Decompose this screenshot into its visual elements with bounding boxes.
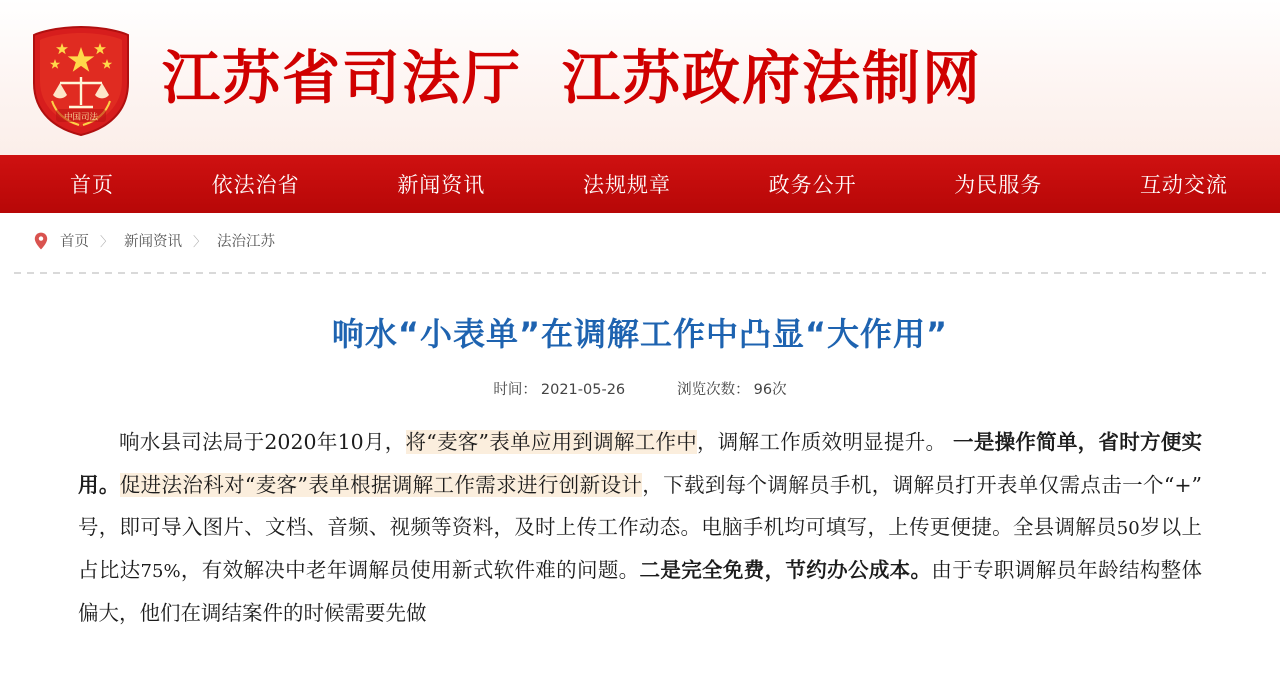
breadcrumb-item-news[interactable]: 新闻资讯 [124, 234, 183, 250]
breadcrumb-item-home[interactable]: 首页 [60, 234, 89, 250]
paragraph-segment-1: 响水县司法局于2020年10月， [119, 430, 406, 455]
article-date-value: 2021-05-26 [540, 382, 626, 399]
article-meta [78, 378, 1202, 399]
paragraph-bold-2: 二是完全免费，节约办公成本。 [639, 558, 932, 583]
nav-item-home[interactable]: 首页 [70, 173, 114, 197]
paragraph-segment-3: ，调解工作质效明显提升。 [697, 430, 954, 455]
site-title [162, 43, 983, 112]
paragraph-segment-8: 岁以上占比达 [78, 515, 1202, 583]
paragraph-bold-1: 一是操作简单，省时方便实用。 [78, 430, 1203, 497]
breadcrumb-item-current: 法治江苏 [217, 234, 276, 250]
nav-item-government-affairs[interactable]: 政务公开 [768, 173, 857, 197]
nav-item-rule-of-law-province[interactable]: 依法治省 [211, 173, 300, 197]
nav-item-news[interactable]: 新闻资讯 [397, 173, 486, 197]
article-views-label: 浏览次数： [677, 382, 750, 399]
content-fade-overlay [0, 638, 1280, 690]
paragraph-number-1: 50 [1116, 518, 1140, 540]
paragraph-segment-6: ，下载到每个调解员手机，调解员打开表单仅需点击一个“+”号，即可导入图片、文档、音频、视频等资料，及时上传工作动态。电脑手机均可填写，上传更便捷。全县调解员 [78, 472, 1203, 540]
paragraph-segment-12: 由于专职调解员年龄结构整体偏大，他们在调结案件的时候需要先做 [78, 558, 1203, 625]
section-divider [14, 269, 1266, 277]
article-views-value: 96次 [753, 382, 787, 399]
paragraph-highlight-2: 促进法治科对“麦客”表单根据调解工作需求进行创新设计 [119, 472, 643, 497]
paragraph-highlight-1: 将“麦客”表单应用到调解工作中 [405, 430, 698, 455]
site-title-part1: 江苏省司法厅 [162, 43, 523, 112]
main-navigation [0, 155, 1280, 213]
article-date-label: 时间： [493, 382, 537, 399]
svg-text:中国司法: 中国司法 [63, 112, 99, 122]
page-title: 响水“小表单”在调解工作中凸显“大作用” [331, 315, 949, 353]
article-views [677, 378, 786, 399]
location-pin-icon [34, 232, 48, 250]
article-date [493, 378, 625, 399]
site-title-part2: 江苏政府法制网 [562, 43, 983, 112]
nav-item-public-service[interactable]: 为民服务 [954, 173, 1043, 197]
breadcrumb-separator-2: 〉 [193, 234, 207, 249]
breadcrumb [0, 213, 1280, 269]
article-container [0, 313, 1280, 634]
article-paragraph [78, 421, 1202, 634]
breadcrumb-separator-1: 〉 [100, 234, 114, 249]
nav-item-interaction[interactable]: 互动交流 [1139, 173, 1228, 197]
national-emblem-icon [22, 21, 140, 139]
paragraph-segment-10: ，有效解决中老年调解员使用新式软件难的问题。 [180, 558, 640, 583]
nav-item-regulations[interactable]: 法规规章 [582, 173, 671, 197]
site-header [0, 0, 1280, 155]
paragraph-number-2: 75% [140, 561, 181, 583]
